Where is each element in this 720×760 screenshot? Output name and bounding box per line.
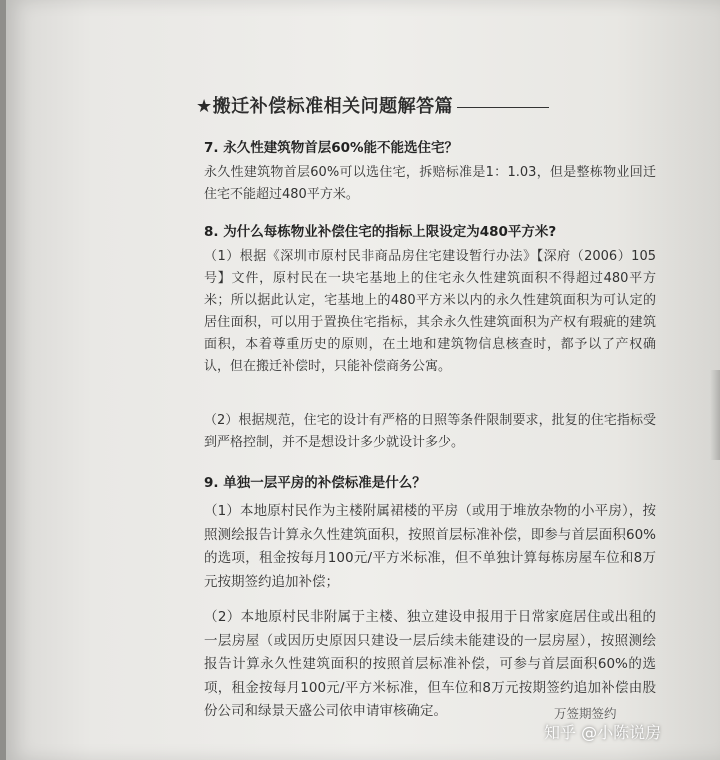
title-row <box>196 92 549 118</box>
document-title: ★搬迁补偿标准相关问题解答篇 <box>196 96 454 117</box>
answer-8-part-2: （2）根据规范，住宅的设计有严格的日照等条件限制要求，批复的住宅指标受到严格控制，并不是想设计多少就设计多少。 <box>204 413 656 450</box>
question-9: 9. 单独一层平房的补偿标准是什么？ <box>204 475 426 491</box>
answer-9-part-2: （2）本地原村民非附属于主楼、独立建设申报用于日常家庭居住或出租的一层房屋（或因历史原因只建设一层后续未能建设的一层房屋），按照测绘报告计算永久性建筑面积的按照首层标准补偿，可参与首层面积60%的选项，租金按每月100元/平方米标准，但车位和8万元按期签约追加补偿由股份公司和绿景天盛公司依申请审核确定。 <box>204 609 656 719</box>
question-7: 7. 永久性建筑物首层60%能不能选住宅？ <box>204 140 459 156</box>
signature-fragment: 万签期签约 <box>554 706 617 721</box>
title-underline <box>457 107 549 108</box>
question-8: 8. 为什么每栋物业补偿住宅的指标上限设定为480平方米? <box>204 224 557 240</box>
answer-7: 永久性建筑物首层60%可以选住宅，拆赔标准是1：1.03，但是整栋物业回迁住宅不能超过480平方米。 <box>204 165 656 202</box>
watermark: 知乎 @小陈说房 <box>544 723 662 742</box>
document-page <box>6 0 720 760</box>
answer-9-part-1: （1）本地原村民作为主楼附属裙楼的平房（或用于堆放杂物的小平房），按照测绘报告计算永久性建筑面积，按照首层标准补偿，即参与首层面积60%的选项，租金按每月100元/平方米标准，但不单独计算每栋房屋车位和8万元按期签约追加补偿； <box>204 503 656 590</box>
answer-8-part-1: （1）根据《深圳市原村民非商品房住宅建设暂行办法》【深府（2006）105号】文件，原村民在一块宅基地上的住宅永久性建筑面积不得超过480平方米；所以据此认定，宅基地上的480平方米以内的永久性建筑面积为可认定的居住面积，可以用于置换住宅指标，其余永久性建筑面积为产权有瑕疵的建筑面积，本着尊重历史的原则，在土地和建筑物信息核查时，都予以了产权确认，但在搬迁补偿时，只能补偿商务公寓。 <box>204 249 656 374</box>
page-edge-shadow <box>710 370 720 460</box>
